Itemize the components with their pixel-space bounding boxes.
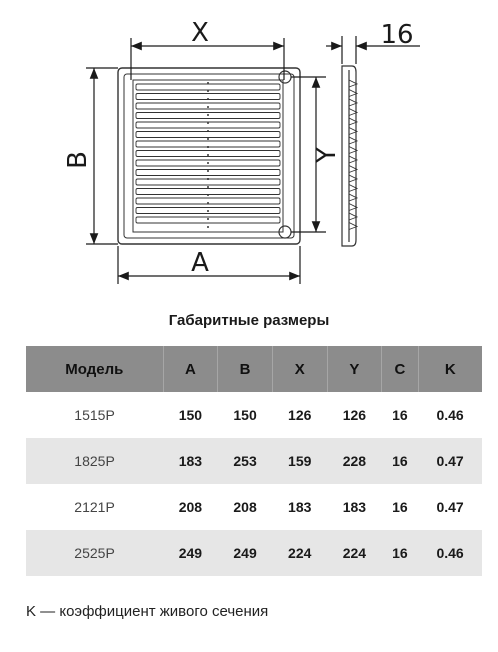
cell-a: 249 — [163, 530, 218, 576]
cell-x: 183 — [288, 499, 312, 515]
table-row — [26, 530, 482, 576]
slat — [136, 132, 280, 138]
cell-b: 253 — [218, 438, 273, 484]
cell-x: 126 — [288, 407, 312, 423]
header-b: B — [218, 346, 273, 392]
cell-k: 0.47 — [418, 438, 482, 484]
header-a: A — [163, 346, 218, 392]
header-k: K — [418, 346, 482, 392]
header-x: X — [272, 346, 327, 392]
table-header-row — [26, 346, 482, 392]
cell-b: 150 — [233, 407, 257, 423]
label-x: X — [191, 18, 209, 48]
cell-b: 208 — [233, 499, 257, 515]
label-a: A — [191, 248, 209, 278]
cell-k: 0.46 — [418, 530, 482, 576]
cell-c: 16 — [392, 499, 408, 515]
slat — [136, 84, 280, 90]
slat — [136, 189, 280, 195]
cell-k: 0.47 — [436, 499, 464, 515]
footnote: K — коэффициент живого сечения — [26, 603, 269, 620]
cell-y: 224 — [327, 530, 382, 576]
cell-x: 159 — [272, 438, 327, 484]
cell-y: 126 — [342, 407, 367, 423]
header-c: C — [382, 346, 418, 392]
cell-c: 16 — [382, 438, 418, 484]
dimensions-table — [26, 346, 482, 576]
header-model: Модель — [26, 346, 163, 392]
cell-y: 228 — [327, 438, 382, 484]
grille-side-view — [342, 66, 357, 246]
label-depth: 16 — [380, 20, 414, 50]
table-row — [26, 484, 482, 530]
mounting-hole-top-icon — [279, 71, 291, 83]
cell-c: 16 — [382, 530, 418, 576]
cell-a: 183 — [163, 438, 218, 484]
label-b: B — [63, 151, 93, 169]
label-y: Y — [312, 147, 342, 163]
cell-model: 2525P — [26, 530, 163, 576]
cell-a: 208 — [178, 499, 203, 515]
grille-drawing — [0, 0, 498, 300]
cell-a: 150 — [178, 407, 203, 423]
table-row — [26, 438, 482, 484]
cell-x: 224 — [272, 530, 327, 576]
grille-front-view — [118, 68, 300, 244]
cell-y: 183 — [342, 499, 367, 515]
cell-model: 1825P — [26, 438, 163, 484]
table-title: Габаритные размеры — [168, 312, 330, 329]
cell-c: 16 — [392, 407, 408, 423]
cell-k: 0.46 — [436, 407, 464, 423]
cell-model: 2121P — [74, 499, 115, 515]
cell-model: 1515P — [74, 407, 115, 423]
header-y: Y — [327, 346, 382, 392]
table-row — [26, 392, 482, 438]
cell-b: 249 — [218, 530, 273, 576]
